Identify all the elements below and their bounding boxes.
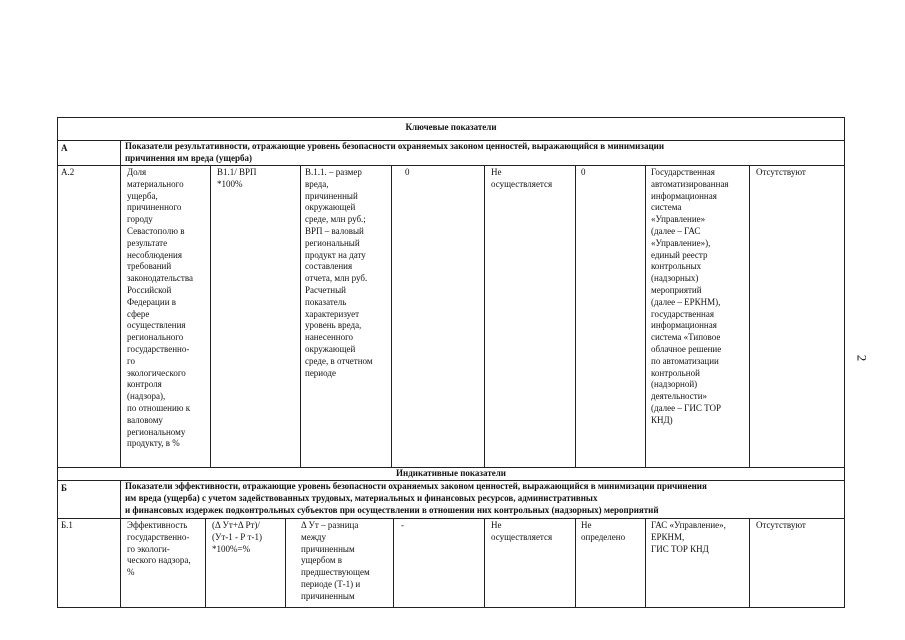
row-a2-value: 0: [581, 167, 586, 177]
section-a-code: А: [61, 143, 68, 153]
row-b1-value: Не определено: [581, 520, 626, 542]
row-b1-source: ГАС «Управление», ЕРКНМ, ГИС ТОР КНД: [651, 520, 726, 554]
row-a2-formula: В1.1/ ВРП *100%: [217, 167, 257, 189]
row-b1-name: Эффективность государственно- го экологи- ческого надзора, %: [127, 520, 191, 578]
row-b1-comment: Δ Ут – разница между причиненным ущербом в предшествующем периоде (Т-1) и причиненным: [301, 520, 370, 601]
indicative-indicators-header: Индикативные показатели: [396, 468, 506, 478]
row-b1-note: Отсутствуют: [756, 520, 806, 530]
row-b1-formula: (Δ Ут+Δ Рт)/ (Ут-1 - Р т-1) *100%=%: [212, 520, 262, 554]
row-a2-status: Не осуществляется: [491, 167, 553, 189]
row-b1-status: Не осуществляется: [491, 520, 553, 542]
row-a2-code: А.2: [61, 167, 75, 177]
row-a2-target: 0: [405, 167, 410, 177]
row-a2-name: Доля материального ущерба, причиненного городу Севастополю в результате несоблюдения требований законодательства Российской Федерации в сфере осуществления регионального государственно- го экологического контроля (надзора), по отношению к валовому региональному продукту, в %: [127, 167, 193, 449]
section-a-title: Показатели результативности, отражающие уровень безопасности охраняемых законом ценностей, выражающийся в минимизации причинения им вреда (ущерба): [125, 141, 665, 163]
row-b1-code: Б.1: [61, 520, 73, 530]
section-b-title: Показатели эффективности, отражающие уровень безопасности охраняемых законом ценностей, выражающийся в минимизации причинения им вреда (ущерба) с учетом задействованных трудовых, материальных и финансовых ресурсов, административных и финансовых издержек подконтрольных субъектов при осуществлении в отношении них контрольных (надзорных) мероприятий: [125, 481, 707, 515]
row-a2-source: Государственная автоматизированная информационная система «Управление» (далее – ГАС «Управление»), единый реестр контрольных (надзорных) мероприятий (далее – ЕРКНМ), государственная информационная система «Типовое облачное решение по автоматизации контрольной (надзорной) деятельности» (далее – ГИС ТОР КНД): [651, 167, 729, 425]
row-a2-comment: В.1.1. – размер вреда, причиненный окружающей среде, млн руб.; ВРП – валовый региональный продукт на дату составления отчета, млн руб. Расчетный показатель характеризует уровень вреда, нанесенного окружающей среде, в отчетном периоде: [305, 167, 373, 378]
row-b1-target: -: [401, 520, 404, 530]
row-a2-note: Отсутствуют: [756, 167, 806, 177]
indicators-table: [57, 117, 845, 608]
key-indicators-header: Ключевые показатели: [405, 122, 497, 132]
page-number: 2: [854, 354, 870, 362]
section-b-code: Б: [61, 483, 67, 493]
